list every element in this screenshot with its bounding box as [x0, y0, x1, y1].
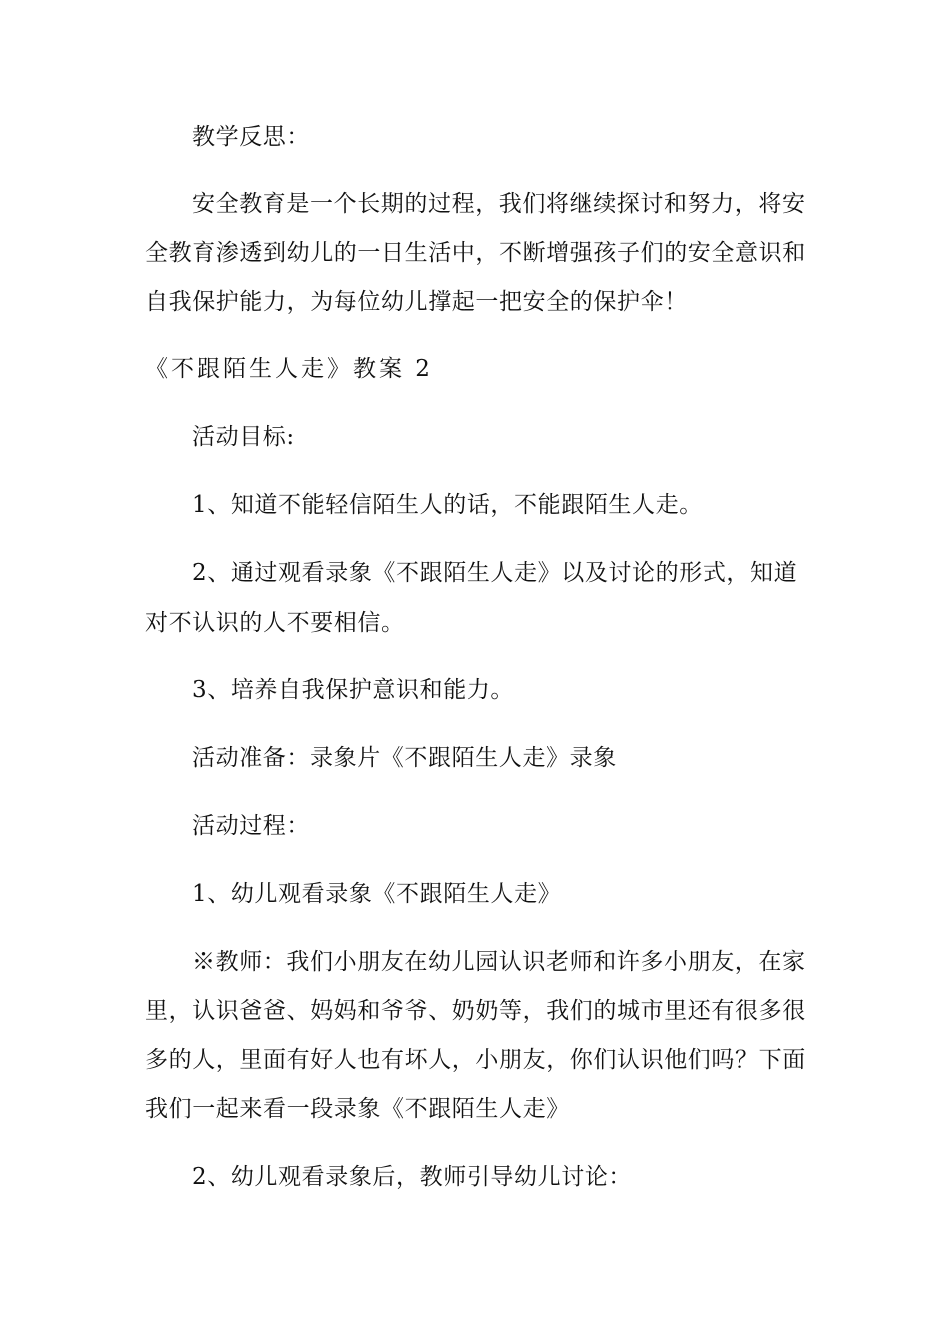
paragraph-line: 安全教育是一个长期的过程，我们将继续探讨和努力，将安 [192, 191, 806, 217]
paragraph-line: 里，认识爸爸、妈妈和爷爷、奶奶等，我们的城市里还有很多很 [145, 998, 806, 1024]
paragraph-line: 2、通过观看录象《不跟陌生人走》以及讨论的形式，知道 [192, 560, 798, 586]
paragraph-line: 自我保护能力，为每位幼儿撑起一把安全的保护伞！ [145, 289, 688, 315]
activity-process-title: 活动过程： [192, 813, 310, 839]
paragraph-line: 对不认识的人不要相信。 [145, 610, 405, 636]
activity-goals-title: 活动目标: [192, 424, 295, 450]
process-step-1: 1、幼儿观看录象《不跟陌生人走》 [192, 881, 562, 907]
reflection-title: 教学反思： [192, 124, 310, 150]
paragraph-line: ※教师：我们小朋友在幼儿园认识老师和许多小朋友，在家 [192, 949, 806, 975]
goal-item-1: 1、知道不能轻信陌生人的话，不能跟陌生人走。 [192, 492, 703, 518]
paragraph-line: 全教育渗透到幼儿的一日生活中，不断增强孩子们的安全意识和 [145, 240, 806, 266]
paragraph-line: 多的人，里面有好人也有坏人，小朋友，你们认识他们吗？下面 [145, 1047, 806, 1073]
section-heading: 《不跟陌生人走》教案 2 [145, 356, 433, 382]
process-step-2: 2、幼儿观看录象后，教师引导幼儿讨论： [192, 1164, 633, 1190]
activity-preparation: 活动准备：录象片《不跟陌生人走》录象 [192, 745, 617, 771]
goal-item-3: 3、培养自我保护意识和能力。 [192, 677, 515, 703]
paragraph-line: 我们一起来看一段录象《不跟陌生人走》 [145, 1096, 570, 1122]
